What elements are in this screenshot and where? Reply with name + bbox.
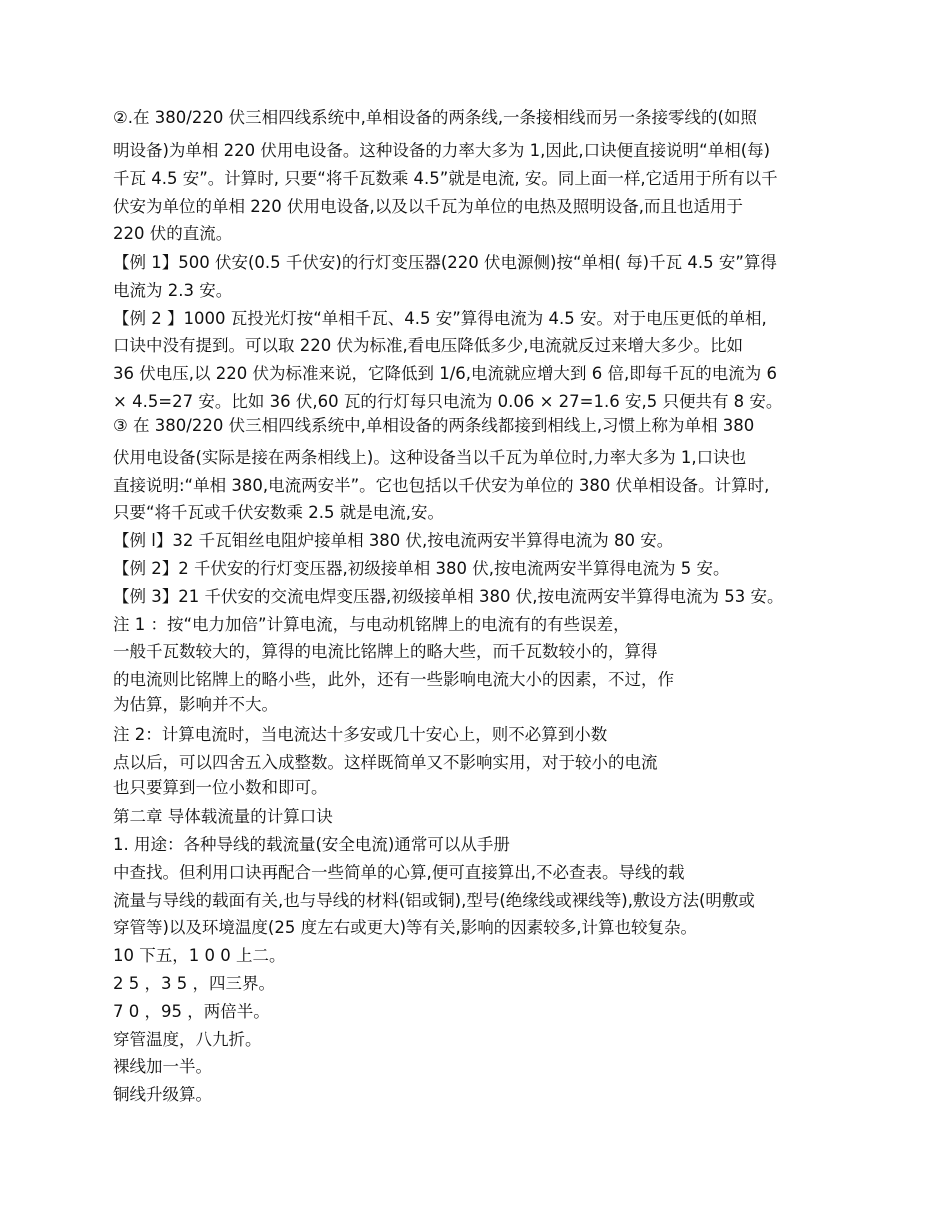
text-line: ③ 在 380/220 伏三相四线系统中,单相设备的两条线都接到相线上,习惯上称为单相 380 [113, 416, 755, 435]
text-line: 注 2：计算电流时，当电流达十多安或几十安心上，则不必算到小数 [113, 725, 608, 744]
text-line: 【例 1】500 伏安(0.5 千伏安)的行灯变压器(220 伏电源侧)按“单相( 每)千瓦 4.5 安”算得 [113, 253, 777, 272]
text-line: 电流为 2.3 安。 [113, 281, 233, 300]
text-line: 【例 2 】1000 瓦投光灯按“单相千瓦、4.5 安”算得电流为 4.5 安。对于电压更低的单相, [113, 309, 767, 328]
text-line: 1. 用途：各种导线的载流量(安全电流)通常可以从手册 [113, 835, 510, 854]
text-line: 直接说明:“单相 380,电流两安半”。它也包括以千伏安为单位的 380 伏单相设备。计算时, [113, 476, 770, 495]
section-heading: 第二章 导体载流量的计算口诀 [113, 807, 333, 826]
text-line: 220 伏的直流。 [113, 224, 233, 243]
text-line: 【例 3】21 千伏安的交流电焊变压器,初级接单相 380 伏,按电流两安半算得电流为 53 安。 [113, 587, 784, 606]
text-line: 【例 l】32 千瓦钼丝电阻炉接单相 380 伏,按电流两安半算得电流为 80 安。 [113, 531, 674, 550]
text-line: 的电流则比铭牌上的略小些，此外，还有一些影响电流大小的因素，不过，作 [113, 670, 674, 689]
text-line: 注 1 ：按“电力加倍”计算电流，与电动机铭牌上的电流有的有些误差， [113, 615, 630, 634]
text-line: ②.在 380/220 伏三相四线系统中,单相设备的两条线,一条接相线而另一条接零线的(如照 [113, 108, 757, 127]
text-line: 伏安为单位的单相 220 伏用电设备,以及以千瓦为单位的电热及照明设备,而且也适用于 [113, 197, 743, 216]
text-line: 明设备)为单相 220 伏用电设备。这种设备的力率大多为 1,因此,口诀便直接说明“单相(每) [113, 141, 771, 160]
text-line: 36 伏电压,以 220 伏为标准来说，它降低到 1/6,电流就应增大到 6 倍,即每千瓦的电流为 6 [113, 364, 777, 383]
text-line: 点以后，可以四舍五入成整数。这样既简单又不影响实用，对于较小的电流 [113, 753, 658, 772]
mnemonic-line: 铜线升级算。 [113, 1085, 212, 1104]
text-line: 中查找。但利用口诀再配合一些简单的心算,便可直接算出,不必查表。导线的载 [113, 863, 685, 882]
text-line: 伏用电设备(实际是接在两条相线上)。这种设备当以千瓦为单位时,力率大多为 1,口诀也 [113, 448, 747, 467]
mnemonic-line: 10 下五，1 0 0 上二。 [113, 946, 286, 965]
text-line: 【例 2】2 千伏安的行灯变压器,初级接单相 380 伏,按电流两安半算得电流为 5 安。 [113, 559, 730, 578]
text-line: × 4.5=27 安。比如 36 伏,60 瓦的行灯每只电流为 0.06 × 27=1.6 安,5 只便共有 8 安。 [113, 392, 783, 411]
text-line: 千瓦 4.5 安”。计算时, 只要“将千瓦数乘 4.5”就是电流, 安。同上面一样,它适用于所有以千 [113, 169, 778, 188]
text-line: 为估算，影响并不大。 [113, 695, 278, 714]
text-line: 只要“将千瓦或千伏安数乘 2.5 就是电流,安。 [113, 503, 445, 522]
mnemonic-line: 穿管温度，八九折。 [113, 1030, 262, 1049]
mnemonic-line: 裸线加一半。 [113, 1057, 212, 1076]
text-line: 流量与导线的载面有关,也与导线的材料(铝或铜),型号(绝缘线或裸线等),敷设方法(明敷或 [113, 891, 755, 910]
text-line: 也只要算到一位小数和即可。 [113, 778, 328, 797]
text-line: 穿管等)以及环境温度(25 度左右或更大)等有关,影响的因素较多,计算也较复杂。 [113, 918, 698, 937]
mnemonic-line: 7 0 ，95 ，两倍半。 [113, 1002, 270, 1021]
text-line: 口诀中没有提到。可以取 220 伏为标准,看电压降低多少,电流就反过来增大多少。比如 [113, 336, 743, 355]
mnemonic-line: 2 5 ，3 5 ，四三界。 [113, 974, 275, 993]
text-line: 一般千瓦数较大的，算得的电流比铭牌上的略大些，而千瓦数较小的，算得 [113, 642, 658, 661]
